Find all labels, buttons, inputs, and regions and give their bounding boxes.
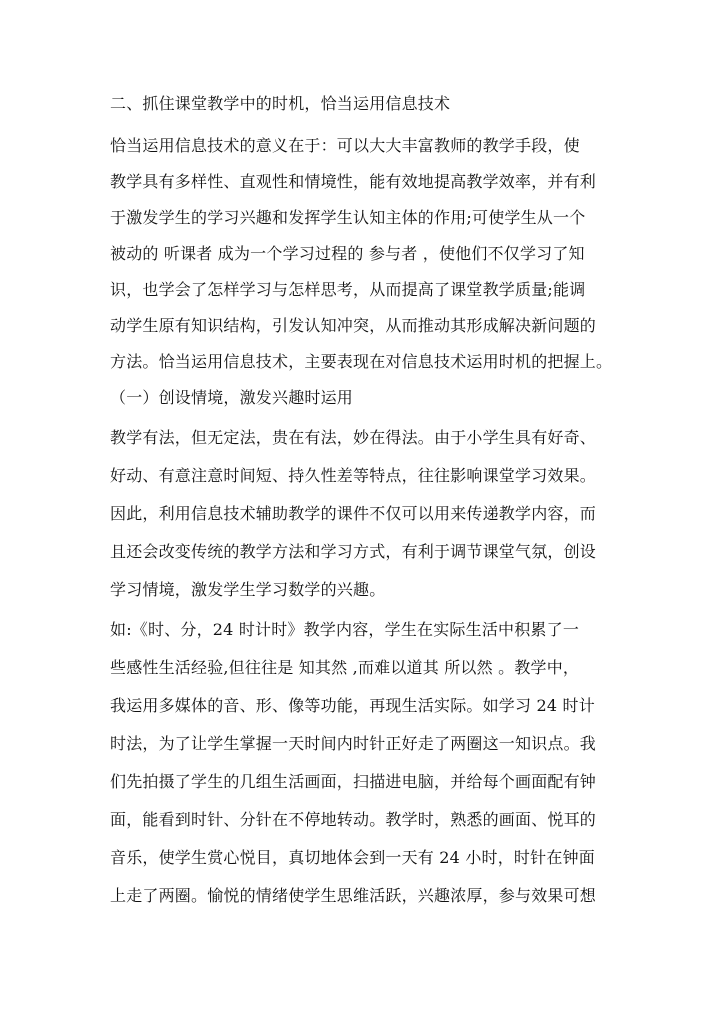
text-line: 识，也学会了怎样学习与怎样思考，从而提高了课堂教学质量;能调 <box>110 280 586 299</box>
text-line: 恰当运用信息技术的意义在于：可以大大丰富教师的教学手段，使 <box>110 136 580 155</box>
text-line: 些感性生活经验,但往往是 知其然 ,而难以道其 所以然 。教学中， <box>110 658 580 677</box>
text-line: 被动的 听课者 成为一个学习过程的 参与者 ，使他们不仅学习了知 <box>110 244 585 263</box>
text-line: 教学有法，但无定法，贵在有法，妙在得法。由于小学生具有好奇、 <box>110 428 597 447</box>
text-line: 我运用多媒体的音、形、像等功能，再现生活实际。如学习 24 时计 <box>110 696 595 715</box>
text-line: 学习情境，激发学生学习数学的兴趣。 <box>110 580 386 599</box>
text-line: 方法。恰当运用信息技术，主要表现在对信息技术运用时机的把握上。 <box>110 352 613 371</box>
section-heading: 二、抓住课堂教学中的时机，恰当运用信息技术 <box>110 94 451 113</box>
text-line: 于激发学生的学习兴趣和发挥学生认知主体的作用;可使学生从一个 <box>110 208 586 227</box>
text-line: 因此，利用信息技术辅助教学的课件不仅可以用来传递教学内容，而 <box>110 504 597 523</box>
text-line: 音乐，使学生赏心悦目，真切地体会到一天有 24 小时，时针在钟面 <box>110 848 595 867</box>
subsection-heading: （一）创设情境，激发兴趣时运用 <box>110 388 354 407</box>
text-line: 动学生原有知识结构，引发认知冲突，从而推动其形成解决新问题的 <box>110 316 597 335</box>
text-line: 们先拍摄了学生的几组生活画面，扫描进电脑，并给每个画面配有钟 <box>110 772 597 791</box>
text-line: 好动、有意注意时间短、持久性差等特点，往往影响课堂学习效果。 <box>110 466 597 485</box>
text-line: 如:《时、分，24 时计时》教学内容，学生在实际生活中积累了一 <box>110 620 580 639</box>
text-line: 面，能看到时针、分针在不停地转动。教学时，熟悉的画面、悦耳的 <box>110 810 597 829</box>
text-line: 教学具有多样性、直观性和情境性，能有效地提高教学效率，并有利 <box>110 172 597 191</box>
text-line: 时法，为了让学生掌握一天时间内时针正好走了两圈这一知识点。我 <box>110 734 597 753</box>
text-line: 且还会改变传统的教学方法和学习方式，有利于调节课堂气氛，创设 <box>110 542 597 561</box>
text-line: 上走了两圈。愉悦的情绪使学生思维活跃，兴趣浓厚，参与效果可想 <box>110 886 597 905</box>
